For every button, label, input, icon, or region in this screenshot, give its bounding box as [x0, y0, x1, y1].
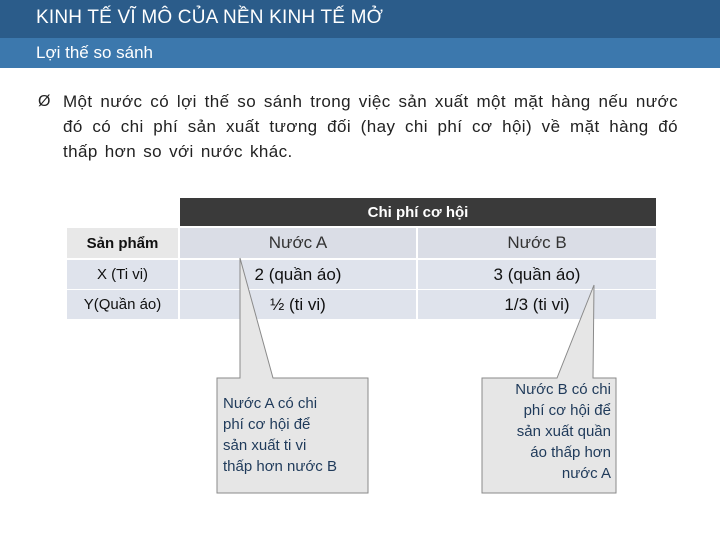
arrow-bullet-icon: Ø — [38, 93, 51, 110]
slide-subtitle: Lợi thế so sánh — [36, 43, 153, 62]
table-header-opportunity-cost: Chi phí cơ hội — [180, 198, 656, 226]
table-cell-y-country-a: ½ (ti vi) — [180, 290, 416, 319]
callout-a-line: sản xuất ti vi — [223, 437, 307, 454]
table-row-y-label: Y(Quần áo) — [67, 290, 178, 319]
table-header-country-b: Nước B — [418, 228, 656, 258]
callout-b-line: sản xuất quần — [516, 423, 611, 440]
callout-b-line: nước A — [561, 465, 611, 482]
table-cell-x-country-b: 3 (quần áo) — [418, 260, 656, 289]
table-header-country-a: Nước A — [180, 228, 416, 258]
callout-b-line: áo thấp hơn — [530, 444, 611, 461]
slide-title: KINH TẾ VĨ MÔ CỦA NỀN KINH TẾ MỞ — [36, 7, 384, 28]
callout-a-line: phí cơ hội để — [223, 416, 311, 433]
table-cell-x-country-a: 2 (quần áo) — [180, 260, 416, 289]
callout-b-line: phí cơ hội để — [523, 402, 611, 419]
callout-b-line: Nước B có chi — [515, 381, 611, 398]
table-header-product: Sản phẩm — [67, 228, 178, 258]
table-cell-y-country-b: 1/3 (ti vi) — [418, 290, 656, 319]
table-row-x-label: X (Ti vi) — [67, 260, 178, 289]
callout-a-line: thấp hơn nước B — [223, 458, 337, 475]
callout-a-line: Nước A có chi — [223, 395, 318, 412]
bullet-text: Một nước có lợi thế so sánh trong việc sản xuất một mặt hàng nếu nước đó có chi phí sản xuất tương đối (hay chi phí cơ hội) về mặt hàng đó thấp hơn so với nước khác. — [63, 92, 678, 161]
callout-b-text — [488, 379, 611, 484]
callout-a-text — [223, 393, 337, 477]
